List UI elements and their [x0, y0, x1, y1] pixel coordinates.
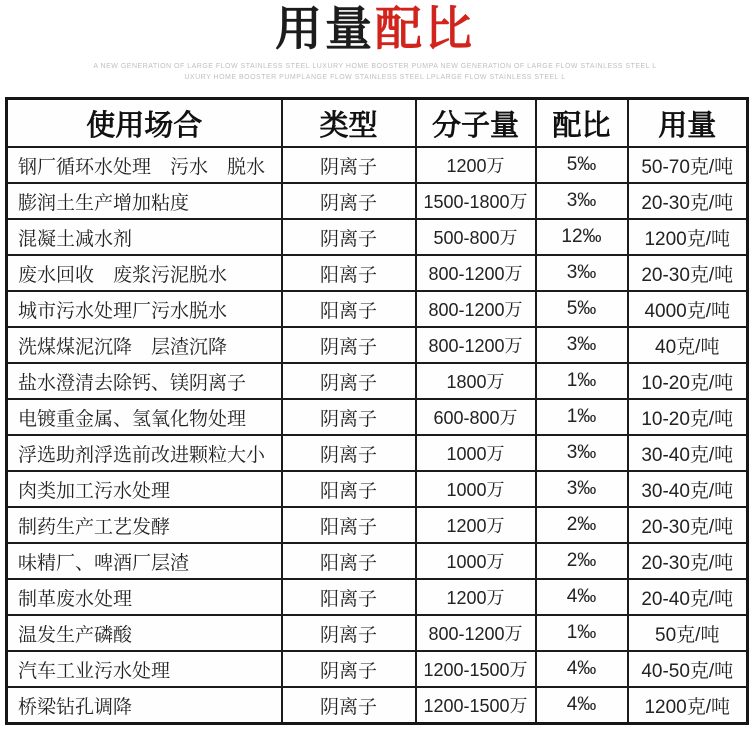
cell-type: 阴离子 [282, 363, 416, 399]
cell-dosage: 20-30克/吨 [628, 507, 748, 543]
cell-molecular-weight: 1000万 [416, 471, 536, 507]
header-ratio: 配比 [536, 99, 628, 148]
table-header-row [7, 99, 748, 148]
cell-usage-scene: 温发生产磷酸 [7, 615, 282, 651]
cell-type: 阳离子 [282, 291, 416, 327]
cell-molecular-weight: 1800万 [416, 363, 536, 399]
cell-dosage: 30-40克/吨 [628, 471, 748, 507]
cell-usage-scene: 汽车工业污水处理 [7, 651, 282, 687]
cell-usage-scene: 浮选助剂浮选前改进颗粒大小 [7, 435, 282, 471]
cell-type: 阴离子 [282, 687, 416, 724]
table-row [7, 435, 748, 471]
table-row [7, 327, 748, 363]
cell-ratio: 1‰ [536, 363, 628, 399]
page-title [0, 0, 750, 55]
cell-molecular-weight: 800-1200万 [416, 327, 536, 363]
cell-dosage: 20-30克/吨 [628, 543, 748, 579]
cell-molecular-weight: 500-800万 [416, 219, 536, 255]
cell-ratio: 1‰ [536, 399, 628, 435]
cell-molecular-weight: 1200万 [416, 579, 536, 615]
cell-usage-scene: 肉类加工污水处理 [7, 471, 282, 507]
cell-usage-scene: 钢厂循环水处理 污水 脱水 [7, 147, 282, 183]
cell-ratio: 3‰ [536, 435, 628, 471]
cell-ratio: 5‰ [536, 147, 628, 183]
cell-ratio: 3‰ [536, 471, 628, 507]
cell-dosage: 40-50克/吨 [628, 651, 748, 687]
cell-usage-scene: 废水回收 废浆污泥脱水 [7, 255, 282, 291]
cell-ratio: 3‰ [536, 255, 628, 291]
cell-dosage: 20-40克/吨 [628, 579, 748, 615]
table-row [7, 651, 748, 687]
cell-ratio: 1‰ [536, 615, 628, 651]
table-row [7, 219, 748, 255]
page-title-black-part: 用量 [275, 2, 375, 55]
cell-ratio: 2‰ [536, 543, 628, 579]
cell-molecular-weight: 1000万 [416, 543, 536, 579]
cell-dosage: 40克/吨 [628, 327, 748, 363]
table-row [7, 615, 748, 651]
cell-molecular-weight: 1200万 [416, 507, 536, 543]
subtitle-tagline [0, 61, 750, 83]
cell-ratio: 2‰ [536, 507, 628, 543]
subtitle-line-2: UXURY HOME BOOSTER PUMPLANGE FLOW STAINLESS STEEL LPLARGE FLOW STAINLESS STEEL L [184, 73, 566, 81]
header-usage-scene: 使用场合 [7, 99, 282, 148]
cell-usage-scene: 洗煤煤泥沉降 层渣沉降 [7, 327, 282, 363]
cell-dosage: 30-40克/吨 [628, 435, 748, 471]
cell-usage-scene: 盐水澄清去除钙、镁阴离子 [7, 363, 282, 399]
header-type: 类型 [282, 99, 416, 148]
cell-ratio: 12‰ [536, 219, 628, 255]
cell-molecular-weight: 800-1200万 [416, 255, 536, 291]
cell-usage-scene: 电镀重金属、氢氧化物处理 [7, 399, 282, 435]
table-body [7, 147, 748, 724]
cell-usage-scene: 制革废水处理 [7, 579, 282, 615]
table-row [7, 183, 748, 219]
header-dosage: 用量 [628, 99, 748, 148]
cell-dosage: 10-20克/吨 [628, 399, 748, 435]
cell-molecular-weight: 600-800万 [416, 399, 536, 435]
table-row [7, 291, 748, 327]
cell-type: 阴离子 [282, 219, 416, 255]
cell-type: 阴离子 [282, 615, 416, 651]
cell-type: 阴离子 [282, 399, 416, 435]
cell-dosage: 1200克/吨 [628, 219, 748, 255]
cell-dosage: 50克/吨 [628, 615, 748, 651]
table-row [7, 687, 748, 724]
cell-usage-scene: 制药生产工艺发酵 [7, 507, 282, 543]
cell-dosage: 20-30克/吨 [628, 255, 748, 291]
cell-molecular-weight: 1500-1800万 [416, 183, 536, 219]
cell-dosage: 4000克/吨 [628, 291, 748, 327]
cell-usage-scene: 桥梁钻孔调降 [7, 687, 282, 724]
cell-dosage: 1200克/吨 [628, 687, 748, 724]
cell-ratio: 3‰ [536, 183, 628, 219]
cell-usage-scene: 膨润土生产增加粘度 [7, 183, 282, 219]
cell-type: 阳离子 [282, 471, 416, 507]
cell-dosage: 50-70克/吨 [628, 147, 748, 183]
cell-type: 阳离子 [282, 255, 416, 291]
cell-molecular-weight: 1200-1500万 [416, 687, 536, 724]
cell-ratio: 3‰ [536, 327, 628, 363]
cell-type: 阳离子 [282, 543, 416, 579]
cell-ratio: 5‰ [536, 291, 628, 327]
table-row [7, 255, 748, 291]
dosage-ratio-table [5, 97, 749, 725]
table-row [7, 471, 748, 507]
cell-type: 阴离子 [282, 651, 416, 687]
table-row [7, 363, 748, 399]
table-row [7, 579, 748, 615]
cell-type: 阴离子 [282, 183, 416, 219]
cell-molecular-weight: 1000万 [416, 435, 536, 471]
cell-type: 阳离子 [282, 579, 416, 615]
cell-type: 阴离子 [282, 327, 416, 363]
table-row [7, 399, 748, 435]
cell-usage-scene: 城市污水处理厂污水脱水 [7, 291, 282, 327]
cell-molecular-weight: 1200万 [416, 147, 536, 183]
page-title-red-part: 配比 [375, 2, 475, 55]
cell-molecular-weight: 800-1200万 [416, 291, 536, 327]
cell-dosage: 20-30克/吨 [628, 183, 748, 219]
cell-dosage: 10-20克/吨 [628, 363, 748, 399]
cell-ratio: 4‰ [536, 687, 628, 724]
cell-ratio: 4‰ [536, 651, 628, 687]
table-row [7, 147, 748, 183]
cell-ratio: 4‰ [536, 579, 628, 615]
cell-type: 阴离子 [282, 435, 416, 471]
cell-usage-scene: 混凝土减水剂 [7, 219, 282, 255]
cell-type: 阴离子 [282, 147, 416, 183]
table-row [7, 543, 748, 579]
subtitle-line-1: A NEW GENERATION OF LARGE FLOW STAINLESS STEEL LUXURY HOME BOOSTER PUMPA NEW GENERATION OF LARGE FLOW STAINLESS STEEL L [93, 62, 657, 70]
header-molecular-weight: 分子量 [416, 99, 536, 148]
cell-molecular-weight: 1200-1500万 [416, 651, 536, 687]
cell-usage-scene: 味精厂、啤酒厂层渣 [7, 543, 282, 579]
cell-type: 阳离子 [282, 507, 416, 543]
table-row [7, 507, 748, 543]
cell-molecular-weight: 800-1200万 [416, 615, 536, 651]
